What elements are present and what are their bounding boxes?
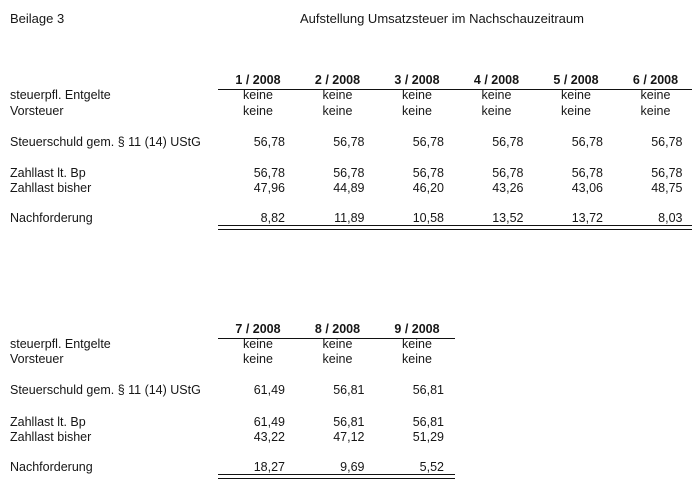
- cell-vorsteuer: keine: [243, 352, 273, 366]
- cell-zahllast-bisher: 47,96: [253, 181, 285, 195]
- cell-zahllast-bisher: 48,75: [651, 181, 683, 195]
- cell-nachforderung: 13,72: [571, 211, 603, 225]
- row-label-zahllast-bp: Zahllast lt. Bp: [10, 166, 86, 180]
- cell-zahllast-bisher: 46,20: [412, 181, 444, 195]
- cell-steuerschuld: 56,78: [492, 135, 524, 149]
- row-label-zahllast-bisher: Zahllast bisher: [10, 181, 92, 195]
- cell-zahllast-bisher: 43,06: [571, 181, 603, 195]
- cell-vorsteuer: keine: [640, 104, 671, 118]
- attachment-label: Beilage 3: [10, 11, 65, 26]
- cell-entgelte: keine: [402, 337, 432, 351]
- period-header: 3 / 2008: [394, 73, 440, 87]
- cell-vorsteuer: keine: [402, 352, 432, 366]
- period-header: 4 / 2008: [473, 73, 520, 87]
- cell-zahllast-bp: 56,81: [412, 415, 444, 429]
- cell-zahllast-bisher: 47,12: [333, 430, 365, 444]
- cell-steuerschuld: 56,78: [333, 135, 365, 149]
- period-header: 8 / 2008: [314, 322, 361, 336]
- cell-vorsteuer: keine: [322, 104, 353, 118]
- row-label-vorsteuer: Vorsteuer: [10, 104, 64, 118]
- cell-vorsteuer: keine: [481, 104, 512, 118]
- cell-steuerschuld: 56,78: [651, 135, 683, 149]
- header-rule: [218, 338, 455, 339]
- period-header: 9 / 2008: [394, 322, 440, 336]
- period-header: 2 / 2008: [314, 73, 361, 87]
- cell-nachforderung: 8,03: [658, 211, 683, 225]
- cell-steuerschuld: 56,78: [412, 135, 444, 149]
- cell-vorsteuer: keine: [402, 104, 432, 118]
- cell-zahllast-bisher: 43,22: [253, 430, 285, 444]
- cell-nachforderung: 9,69: [340, 460, 365, 474]
- cell-zahllast-bp: 56,78: [253, 166, 285, 180]
- cell-zahllast-bisher: 44,89: [333, 181, 365, 195]
- row-label-entgelte: steuerpfl. Entgelte: [10, 337, 111, 351]
- period-header: 7 / 2008: [235, 322, 281, 336]
- cell-entgelte: keine: [402, 88, 432, 102]
- cell-vorsteuer: keine: [322, 352, 353, 366]
- cell-zahllast-bp: 61,49: [253, 415, 285, 429]
- period-header: 1 / 2008: [235, 73, 281, 87]
- row-label-nachforderung: Nachforderung: [10, 211, 93, 225]
- cell-vorsteuer: keine: [561, 104, 591, 118]
- cell-zahllast-bp: 56,78: [492, 166, 524, 180]
- cell-zahllast-bp: 56,81: [333, 415, 365, 429]
- cell-steuerschuld: 61,49: [253, 383, 285, 397]
- cell-steuerschuld: 56,78: [571, 135, 603, 149]
- cell-steuerschuld: 56,81: [333, 383, 365, 397]
- cell-nachforderung: 5,52: [419, 460, 444, 474]
- header-rule: [218, 89, 692, 90]
- cell-nachforderung: 10,58: [412, 211, 444, 225]
- row-label-steuerschuld: Steuerschuld gem. § 11 (14) UStG: [10, 383, 201, 397]
- cell-entgelte: keine: [322, 337, 353, 351]
- cell-entgelte: keine: [322, 88, 353, 102]
- cell-zahllast-bp: 56,78: [651, 166, 683, 180]
- cell-nachforderung: 18,27: [253, 460, 285, 474]
- row-label-steuerschuld: Steuerschuld gem. § 11 (14) UStG: [10, 135, 201, 149]
- cell-entgelte: keine: [243, 88, 273, 102]
- cell-vorsteuer: keine: [243, 104, 273, 118]
- cell-entgelte: keine: [243, 337, 273, 351]
- cell-zahllast-bisher: 51,29: [412, 430, 444, 444]
- row-label-entgelte: steuerpfl. Entgelte: [10, 88, 111, 102]
- row-label-zahllast-bp: Zahllast lt. Bp: [10, 415, 86, 429]
- total-double-rule: [218, 225, 692, 230]
- cell-zahllast-bp: 56,78: [571, 166, 603, 180]
- row-label-vorsteuer: Vorsteuer: [10, 352, 64, 366]
- period-header: 6 / 2008: [632, 73, 679, 87]
- cell-nachforderung: 8,82: [260, 211, 285, 225]
- cell-zahllast-bisher: 43,26: [492, 181, 524, 195]
- cell-steuerschuld: 56,81: [412, 383, 444, 397]
- cell-nachforderung: 11,89: [334, 211, 365, 225]
- row-label-nachforderung: Nachforderung: [10, 460, 93, 474]
- cell-nachforderung: 13,52: [492, 211, 524, 225]
- cell-entgelte: keine: [561, 88, 591, 102]
- cell-entgelte: keine: [640, 88, 671, 102]
- cell-zahllast-bp: 56,78: [333, 166, 365, 180]
- page-title: Aufstellung Umsatzsteuer im Nachschauzeitraum: [300, 11, 584, 26]
- cell-entgelte: keine: [481, 88, 512, 102]
- period-header: 5 / 2008: [553, 73, 599, 87]
- cell-zahllast-bp: 56,78: [412, 166, 444, 180]
- total-double-rule: [218, 474, 455, 479]
- row-label-zahllast-bisher: Zahllast bisher: [10, 430, 92, 444]
- cell-steuerschuld: 56,78: [253, 135, 285, 149]
